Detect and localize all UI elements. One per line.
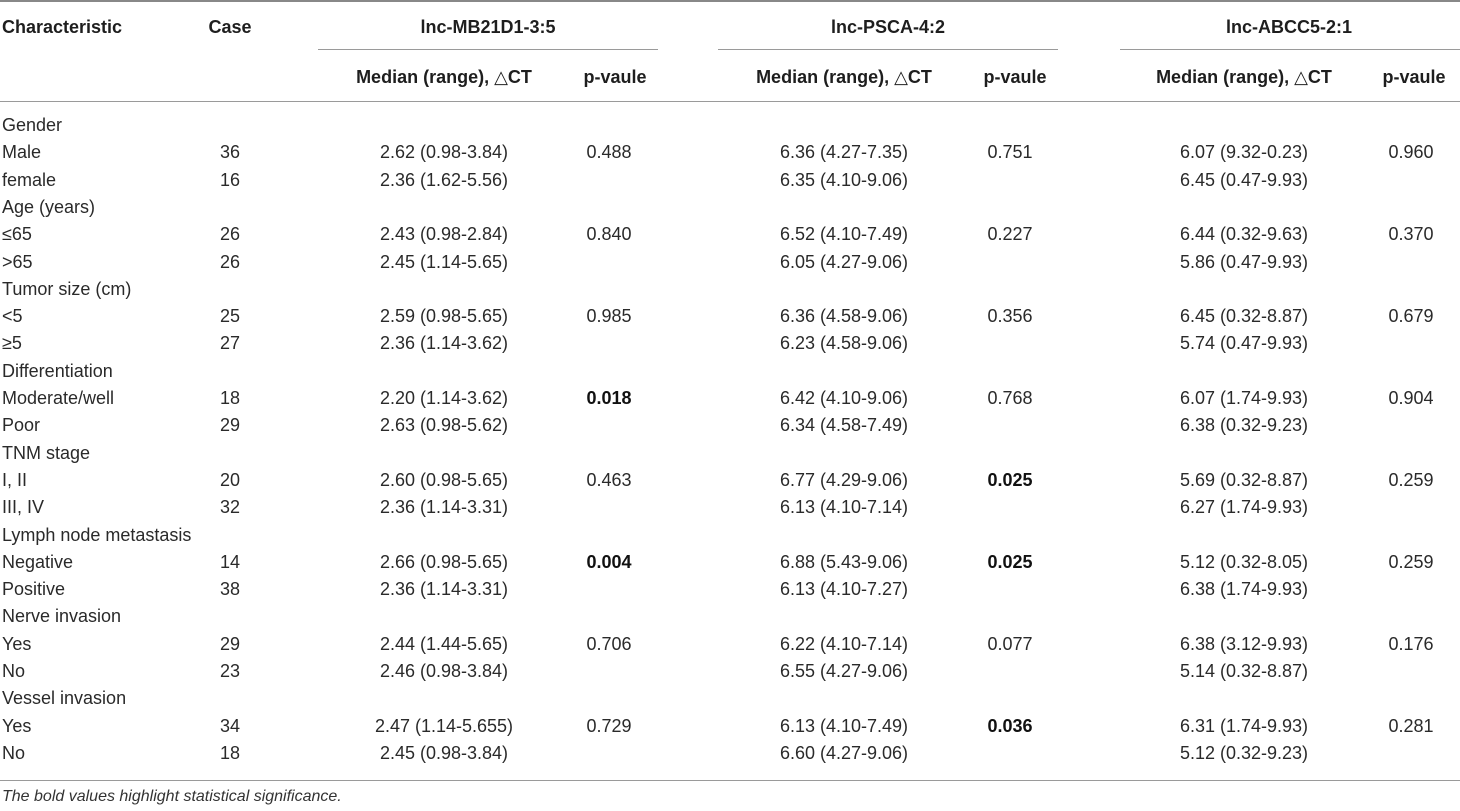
row-characteristic: Differentiation xyxy=(2,360,113,381)
header-group-psca: lnc-PSCA-4:2 xyxy=(830,17,946,37)
row-case: 16 xyxy=(219,169,241,190)
row-pvalue-mb21d1: 0.840 xyxy=(586,224,632,245)
row-characteristic: Age (years) xyxy=(2,196,96,217)
row-pvalue-mb21d1: 0.488 xyxy=(586,142,632,163)
table-row xyxy=(0,167,1460,194)
row-characteristic: TNM stage xyxy=(2,442,91,463)
row-pvalue-abcc5: 0.370 xyxy=(1388,224,1434,245)
row-median-psca: 6.42 (4.10-9.06) xyxy=(779,388,909,408)
row-median-psca: 6.13 (4.10-7.14) xyxy=(779,497,909,518)
row-pvalue-psca: 0.227 xyxy=(987,224,1033,245)
table-row xyxy=(0,303,1460,330)
row-pvalue-abcc5: 0.259 xyxy=(1388,469,1434,490)
row-case: 32 xyxy=(219,497,241,518)
row-median-mb21d1: 2.36 (1.14-3.62) xyxy=(379,333,509,354)
row-median-psca: 6.52 (4.10-7.49) xyxy=(779,224,909,245)
table-row xyxy=(0,249,1460,276)
row-median-mb21d1: 2.60 (0.98-5.65) xyxy=(379,469,509,490)
table-row xyxy=(0,522,1460,549)
row-pvalue-psca: 0.025 xyxy=(987,469,1033,490)
row-characteristic: Male xyxy=(2,142,42,163)
row-characteristic: Moderate/well xyxy=(2,388,115,408)
row-characteristic: <5 xyxy=(2,306,23,327)
row-characteristic: >65 xyxy=(2,251,33,272)
row-pvalue-mb21d1: 0.463 xyxy=(586,469,632,490)
row-characteristic: Gender xyxy=(2,115,63,135)
table-row xyxy=(0,276,1460,303)
header-pvalue-1: p-vaule xyxy=(583,67,647,87)
table-row xyxy=(0,139,1460,166)
row-pvalue-mb21d1: 0.004 xyxy=(586,551,632,572)
row-median-psca: 6.88 (5.43-9.06) xyxy=(779,551,909,572)
row-median-psca: 6.60 (4.27-9.06) xyxy=(779,742,909,763)
header-group-mb21d1: lnc-MB21D1-3:5 xyxy=(420,17,556,37)
row-pvalue-mb21d1: 0.706 xyxy=(586,633,632,654)
row-pvalue-mb21d1: 0.985 xyxy=(586,306,632,327)
row-case: 36 xyxy=(219,142,241,163)
row-median-abcc5: 6.38 (0.32-9.23) xyxy=(1179,415,1309,436)
row-pvalue-abcc5: 0.259 xyxy=(1388,551,1434,572)
row-pvalue-abcc5: 0.281 xyxy=(1388,715,1434,736)
row-pvalue-psca: 0.025 xyxy=(987,551,1033,572)
table-row xyxy=(0,631,1460,658)
row-median-mb21d1: 2.36 (1.62-5.56) xyxy=(379,169,509,190)
row-median-psca: 6.22 (4.10-7.14) xyxy=(779,633,909,654)
row-characteristic: Poor xyxy=(2,415,41,436)
row-median-abcc5: 5.14 (0.32-8.87) xyxy=(1179,661,1309,681)
table-row xyxy=(0,740,1460,767)
row-median-mb21d1: 2.43 (0.98-2.84) xyxy=(379,224,509,245)
row-median-mb21d1: 2.20 (1.14-3.62) xyxy=(379,388,509,408)
row-characteristic: Negative xyxy=(2,551,74,572)
row-case: 18 xyxy=(219,388,241,408)
row-median-abcc5: 6.45 (0.47-9.93) xyxy=(1179,169,1309,190)
row-case: 27 xyxy=(219,333,241,354)
row-median-abcc5: 6.07 (9.32-0.23) xyxy=(1179,142,1309,163)
row-pvalue-psca: 0.036 xyxy=(987,715,1033,736)
group-rule-abcc5 xyxy=(1120,49,1460,50)
row-median-mb21d1: 2.46 (0.98-3.84) xyxy=(379,661,509,681)
table-row xyxy=(0,658,1460,685)
table-top-rule xyxy=(0,0,1460,2)
row-characteristic: Yes xyxy=(2,633,32,654)
row-characteristic: ≤65 xyxy=(2,224,32,245)
row-median-mb21d1: 2.66 (0.98-5.65) xyxy=(379,551,509,572)
row-characteristic: Vessel invasion xyxy=(2,688,127,709)
row-pvalue-mb21d1: 0.018 xyxy=(586,388,632,408)
table-row xyxy=(0,685,1460,712)
row-case: 29 xyxy=(219,633,241,654)
row-pvalue-abcc5: 0.679 xyxy=(1388,306,1434,327)
row-characteristic: ≥5 xyxy=(2,333,22,354)
row-median-abcc5: 6.45 (0.32-8.87) xyxy=(1179,306,1309,327)
row-median-mb21d1: 2.45 (1.14-5.65) xyxy=(379,251,509,272)
row-case: 25 xyxy=(219,306,241,327)
table-row xyxy=(0,112,1460,139)
row-median-abcc5: 6.07 (1.74-9.93) xyxy=(1179,388,1309,408)
table-row xyxy=(0,330,1460,357)
row-pvalue-abcc5: 0.904 xyxy=(1388,388,1434,408)
table-row xyxy=(0,385,1460,412)
row-case: 14 xyxy=(219,551,241,572)
row-characteristic: Positive xyxy=(2,579,66,600)
row-median-mb21d1: 2.59 (0.98-5.65) xyxy=(379,306,509,327)
header-median-1: Median (range), △CT xyxy=(356,67,532,87)
row-median-abcc5: 6.31 (1.74-9.93) xyxy=(1179,715,1309,736)
row-median-psca: 6.34 (4.58-7.49) xyxy=(779,415,909,436)
row-median-abcc5: 5.12 (0.32-9.23) xyxy=(1179,742,1309,763)
row-pvalue-psca: 0.356 xyxy=(987,306,1033,327)
row-median-psca: 6.13 (4.10-7.27) xyxy=(779,579,909,600)
table-row xyxy=(0,412,1460,439)
row-median-mb21d1: 2.36 (1.14-3.31) xyxy=(379,579,509,600)
header-median-3: Median (range), △CT xyxy=(1156,67,1332,87)
row-characteristic: Nerve invasion xyxy=(2,606,122,627)
table-row xyxy=(0,194,1460,221)
header-characteristic: Characteristic xyxy=(2,17,123,37)
group-rule-psca xyxy=(718,49,1058,50)
row-median-mb21d1: 2.44 (1.44-5.65) xyxy=(379,633,509,654)
row-median-psca: 6.23 (4.58-9.06) xyxy=(779,333,909,354)
row-pvalue-mb21d1: 0.729 xyxy=(586,715,632,736)
row-pvalue-abcc5: 0.960 xyxy=(1388,142,1434,163)
row-pvalue-psca: 0.768 xyxy=(987,388,1033,408)
row-pvalue-psca: 0.751 xyxy=(987,142,1033,163)
row-case: 23 xyxy=(219,661,241,681)
group-rule-mb21d1 xyxy=(318,49,658,50)
table-footnote: The bold values highlight statistical significance. xyxy=(2,788,342,805)
table-row xyxy=(0,603,1460,630)
row-median-abcc5: 6.38 (1.74-9.93) xyxy=(1179,579,1309,600)
row-median-mb21d1: 2.62 (0.98-3.84) xyxy=(379,142,509,163)
table-row xyxy=(0,576,1460,603)
table-row xyxy=(0,713,1460,740)
table-row xyxy=(0,358,1460,385)
table-bottom-rule xyxy=(0,780,1460,781)
row-median-mb21d1: 2.63 (0.98-5.62) xyxy=(379,415,509,436)
row-median-psca: 6.13 (4.10-7.49) xyxy=(779,715,909,736)
row-median-psca: 6.77 (4.29-9.06) xyxy=(779,469,909,490)
row-median-abcc5: 6.38 (3.12-9.93) xyxy=(1179,633,1309,654)
row-characteristic: Yes xyxy=(2,715,32,736)
row-median-abcc5: 6.27 (1.74-9.93) xyxy=(1179,497,1309,518)
row-case: 20 xyxy=(219,469,241,490)
row-pvalue-psca: 0.077 xyxy=(987,633,1033,654)
table-row xyxy=(0,467,1460,494)
row-median-abcc5: 5.69 (0.32-8.87) xyxy=(1179,469,1309,490)
row-median-abcc5: 5.86 (0.47-9.93) xyxy=(1179,251,1309,272)
row-median-psca: 6.35 (4.10-9.06) xyxy=(779,169,909,190)
row-median-psca: 6.55 (4.27-9.06) xyxy=(779,661,909,681)
row-characteristic: No xyxy=(2,661,26,681)
row-case: 18 xyxy=(219,742,241,763)
header-bottom-rule xyxy=(0,101,1460,102)
row-characteristic: I, II xyxy=(2,469,28,490)
row-case: 29 xyxy=(219,415,241,436)
row-median-psca: 6.36 (4.27-7.35) xyxy=(779,142,909,163)
row-median-abcc5: 5.12 (0.32-8.05) xyxy=(1179,551,1309,572)
row-median-mb21d1: 2.47 (1.14-5.655) xyxy=(374,715,514,736)
header-pvalue-2: p-vaule xyxy=(983,67,1047,87)
row-case: 26 xyxy=(219,224,241,245)
row-median-abcc5: 5.74 (0.47-9.93) xyxy=(1179,333,1309,354)
row-characteristic: Lymph node metastasis xyxy=(2,524,192,545)
header-case: Case xyxy=(208,17,252,37)
row-median-mb21d1: 2.36 (1.14-3.31) xyxy=(379,497,509,518)
row-characteristic: female xyxy=(2,169,57,190)
row-median-psca: 6.05 (4.27-9.06) xyxy=(779,251,909,272)
header-median-2: Median (range), △CT xyxy=(756,67,932,87)
table-row xyxy=(0,549,1460,576)
row-characteristic: No xyxy=(2,742,26,763)
header-pvalue-3: p-vaule xyxy=(1382,67,1446,87)
row-case: 26 xyxy=(219,251,241,272)
table-row xyxy=(0,221,1460,248)
row-characteristic: III, IV xyxy=(2,497,45,518)
row-median-psca: 6.36 (4.58-9.06) xyxy=(779,306,909,327)
header-group-abcc5: lnc-ABCC5-2:1 xyxy=(1225,17,1353,37)
table-row xyxy=(0,494,1460,521)
row-median-mb21d1: 2.45 (0.98-3.84) xyxy=(379,742,509,763)
row-pvalue-abcc5: 0.176 xyxy=(1388,633,1434,654)
row-characteristic: Tumor size (cm) xyxy=(2,278,132,299)
row-median-abcc5: 6.44 (0.32-9.63) xyxy=(1179,224,1309,245)
row-case: 34 xyxy=(219,715,241,736)
table-row xyxy=(0,440,1460,467)
row-case: 38 xyxy=(219,579,241,600)
